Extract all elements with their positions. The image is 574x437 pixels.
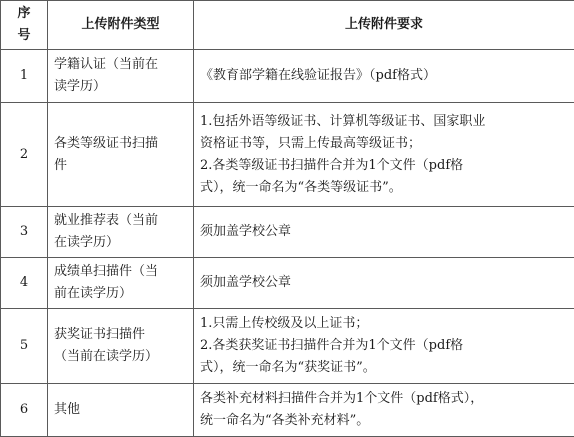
row-index: 5	[1, 309, 48, 384]
row-index: 4	[1, 258, 48, 309]
header-index-line1: 序	[17, 6, 31, 21]
table-row	[1, 50, 574, 103]
header-type: 上传附件类型	[48, 1, 194, 50]
table-row	[1, 384, 574, 437]
table-row	[1, 309, 574, 384]
row-requirement-line: 2.各类获奖证书扫描件合并为1个文件（pdf格	[200, 338, 464, 353]
row-requirement	[194, 384, 574, 437]
row-requirement	[194, 207, 574, 258]
header-row	[1, 1, 574, 50]
row-type-line: 件	[54, 157, 68, 173]
row-index: 3	[1, 207, 48, 258]
row-type-line: 学籍认证（当前在	[54, 57, 159, 72]
row-index: 1	[1, 50, 48, 103]
row-index: 6	[1, 384, 48, 437]
row-requirement-line: 1.包括外语等级证书、计算机等级证书、国家职业	[200, 113, 486, 129]
row-requirement-line: 各类补充材料扫描件合并为1个文件（pdf格式），	[200, 391, 484, 406]
table-header	[1, 1, 574, 50]
row-type	[48, 309, 194, 384]
row-type	[48, 207, 194, 258]
header-index	[1, 1, 48, 50]
table-body	[1, 50, 574, 437]
row-type	[48, 384, 194, 437]
row-requirement	[194, 103, 574, 207]
row-type-line: 各类等级证书扫描	[54, 135, 159, 151]
row-type-line: 就业推荐表（当前	[54, 213, 159, 228]
row-requirement-line: 须加盖学校公章	[200, 224, 292, 239]
row-requirement-line: 式），统一命名为“各类等级证书”。	[200, 179, 402, 195]
row-type-line: 成绩单扫描件（当	[54, 264, 159, 279]
header-requirement: 上传附件要求	[194, 1, 574, 50]
row-type	[48, 50, 194, 103]
row-requirement	[194, 309, 574, 384]
row-requirement-line: 统一命名为“各类补充材料”。	[200, 413, 370, 428]
table-row	[1, 258, 574, 309]
row-requirement	[194, 258, 574, 309]
row-requirement	[194, 50, 574, 103]
row-index: 2	[1, 103, 48, 207]
row-type	[48, 103, 194, 207]
row-type-line: 其他	[54, 402, 81, 417]
row-type	[48, 258, 194, 309]
row-requirement-line: 1.只需上传校级及以上证书；	[200, 316, 369, 331]
row-requirement-line: 2.各类等级证书扫描件合并为1个文件（pdf格	[200, 157, 464, 173]
row-requirement-line: 《教育部学籍在线验证报告》（pdf格式）	[200, 68, 436, 83]
row-requirement-line: 须加盖学校公章	[200, 275, 292, 290]
row-type-line: 在读学历）	[54, 235, 120, 250]
row-requirement-line: 资格证书等，只需上传最高等级证书；	[200, 135, 422, 151]
row-type-line: 读学历）	[54, 79, 107, 94]
header-index-line2: 号	[17, 28, 31, 43]
table-row	[1, 207, 574, 258]
row-requirement-line: 式），统一命名为“获奖证书”。	[200, 360, 376, 375]
row-type-line: 获奖证书扫描件	[54, 327, 146, 342]
table-row	[1, 103, 574, 207]
row-type-line: （当前在读学历）	[54, 349, 159, 364]
row-type-line: 前在读学历）	[54, 286, 133, 301]
